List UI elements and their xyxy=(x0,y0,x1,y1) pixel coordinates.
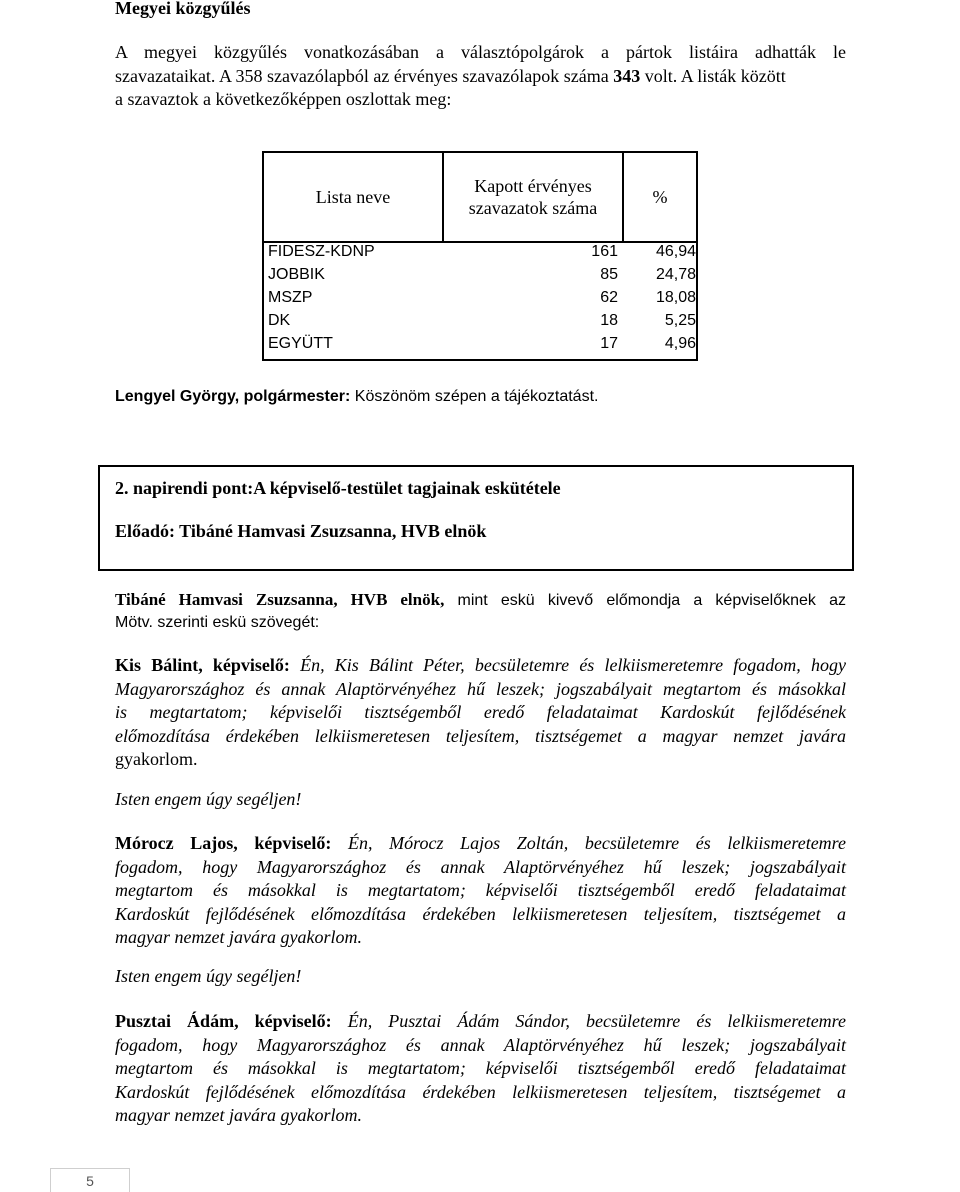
vote-percent: 4,96 xyxy=(664,335,696,352)
oath-line: előmozdítása érdekében lelkiismeretesen teljesítem, tisztségemet a magyar nemzet javára xyxy=(115,725,846,746)
vote-count: 17 xyxy=(600,335,618,352)
list-name: FIDESZ-KDNP xyxy=(268,243,375,260)
table-row xyxy=(264,264,696,287)
header-votes: Kapott érvényes szavazatok száma xyxy=(468,176,598,218)
oath-line: is megtartatom; képviselői tisztségemből eredő feladataimat Kardoskút fejlődésének xyxy=(115,702,846,722)
vote-count: 62 xyxy=(600,289,618,306)
page-number: 5 xyxy=(50,1168,130,1192)
speaker-name: Kis Bálint, képviselő: xyxy=(115,655,290,675)
vote-percent: 5,25 xyxy=(664,312,696,329)
oath-line: megtartom és másokkal is megtartatom; képviselői tisztségemből eredő feladataimat xyxy=(115,880,846,900)
oath-text: Én, Mórocz Lajos Zoltán, becsületemre és lelkiismeretemre xyxy=(331,833,847,853)
vote-count: 85 xyxy=(600,266,618,283)
oath-intro xyxy=(115,589,846,633)
oath-text: Én, Pusztai Ádám Sándor, becsületemre és lelkiismeretemre xyxy=(331,1011,847,1031)
table-row xyxy=(264,287,696,310)
oath-line: Magyarországhoz és annak Alaptörvényéhez hű leszek; jogszabályait megtartom és másokkal xyxy=(115,678,846,699)
intro-line-3: a szavaztok a következőképpen oszlottak meg: xyxy=(115,89,452,109)
mayor-remark xyxy=(115,388,598,406)
intro-paragraph xyxy=(115,41,846,112)
oath-line: Kardoskút fejlődésének előmozdítása érdekében lelkiismeretesen teljesítem, tisztségemet a xyxy=(115,1081,846,1102)
oath-intro-line-2: Mötv. szerinti eskü szövegét: xyxy=(115,613,320,631)
oath-pusztai-adam xyxy=(115,1010,846,1128)
oath-line xyxy=(115,654,846,678)
list-name: EGYÜTT xyxy=(268,335,333,352)
oath-intro-text: mint eskü kivevő előmondja a képviselőknek az xyxy=(444,592,846,609)
intro-text-end: volt. A listák között xyxy=(640,65,786,86)
vote-percent: 18,08 xyxy=(655,289,696,306)
remark-text: Köszönöm szépen a tájékoztatást. xyxy=(350,388,599,405)
list-name: MSZP xyxy=(268,289,313,306)
agenda-title: 2. napirendi pont:A képviselő-testület tagjainak eskütétele xyxy=(115,478,561,498)
valid-ballots-count: 343 xyxy=(613,65,641,86)
vote-count: 161 xyxy=(591,243,618,260)
oath-closing: Isten engem úgy segéljen! xyxy=(115,966,302,986)
speaker-name: Lengyel György, polgármester: xyxy=(115,388,351,405)
agenda-box xyxy=(98,465,854,571)
intro-text: szavazataikat. A 358 szavazólapból az érvényes szavazólapok száma xyxy=(115,65,614,86)
speaker-name: Pusztai Ádám, képviselő: xyxy=(115,1011,332,1031)
header-percent: % xyxy=(652,187,668,207)
intro-line-1: A megyei közgyűlés vonatkozásában a választópolgárok a pártok listáira adhatták le xyxy=(115,42,846,62)
oath-line: Kardoskút fejlődésének előmozdítása érdekében lelkiismeretesen teljesítem, tisztségemet a xyxy=(115,903,846,924)
oath-line xyxy=(115,832,846,856)
section-title: Megyei közgyűlés xyxy=(115,0,251,18)
oath-line: magyar nemzet javára gyakorlom. xyxy=(115,927,362,947)
vote-percent: 46,94 xyxy=(655,243,696,260)
oath-line xyxy=(115,1010,846,1034)
oath-line: magyar nemzet javára gyakorlom. xyxy=(115,1105,362,1125)
oath-closing: Isten engem úgy segéljen! xyxy=(115,789,302,809)
list-name: DK xyxy=(268,312,291,329)
list-name: JOBBIK xyxy=(268,266,325,283)
oath-intro-line-1 xyxy=(115,589,846,612)
table-row xyxy=(264,333,696,356)
agenda-presenter: Előadó: Tibáné Hamvasi Zsuzsanna, HVB elnök xyxy=(115,521,487,541)
speaker-name: Mórocz Lajos, képviselő: xyxy=(115,833,332,853)
oath-morocz-lajos xyxy=(115,832,846,950)
results-table xyxy=(262,151,698,361)
header-list-name: Lista neve xyxy=(315,187,391,207)
oath-line: gyakorlom. xyxy=(115,749,198,769)
speaker-name: Tibáné Hamvasi Zsuzsanna, HVB elnök, xyxy=(115,590,445,609)
oath-line: megtartom és másokkal is megtartatom; képviselői tisztségemből eredő feladataimat xyxy=(115,1058,846,1078)
table-row xyxy=(264,241,696,264)
vote-count: 18 xyxy=(600,312,618,329)
intro-line-2 xyxy=(115,65,846,89)
table-row xyxy=(264,310,696,333)
oath-line: fogadom, hogy Magyarországhoz és annak Alaptörvényéhez hű leszek; jogszabályait xyxy=(115,856,846,877)
oath-line: fogadom, hogy Magyarországhoz és annak Alaptörvényéhez hű leszek; jogszabályait xyxy=(115,1034,846,1055)
oath-text: Én, Kis Bálint Péter, becsületemre és lelkiismeretemre fogadom, hogy xyxy=(289,655,846,675)
vote-percent: 24,78 xyxy=(655,266,696,283)
oath-kis-balint xyxy=(115,654,846,772)
